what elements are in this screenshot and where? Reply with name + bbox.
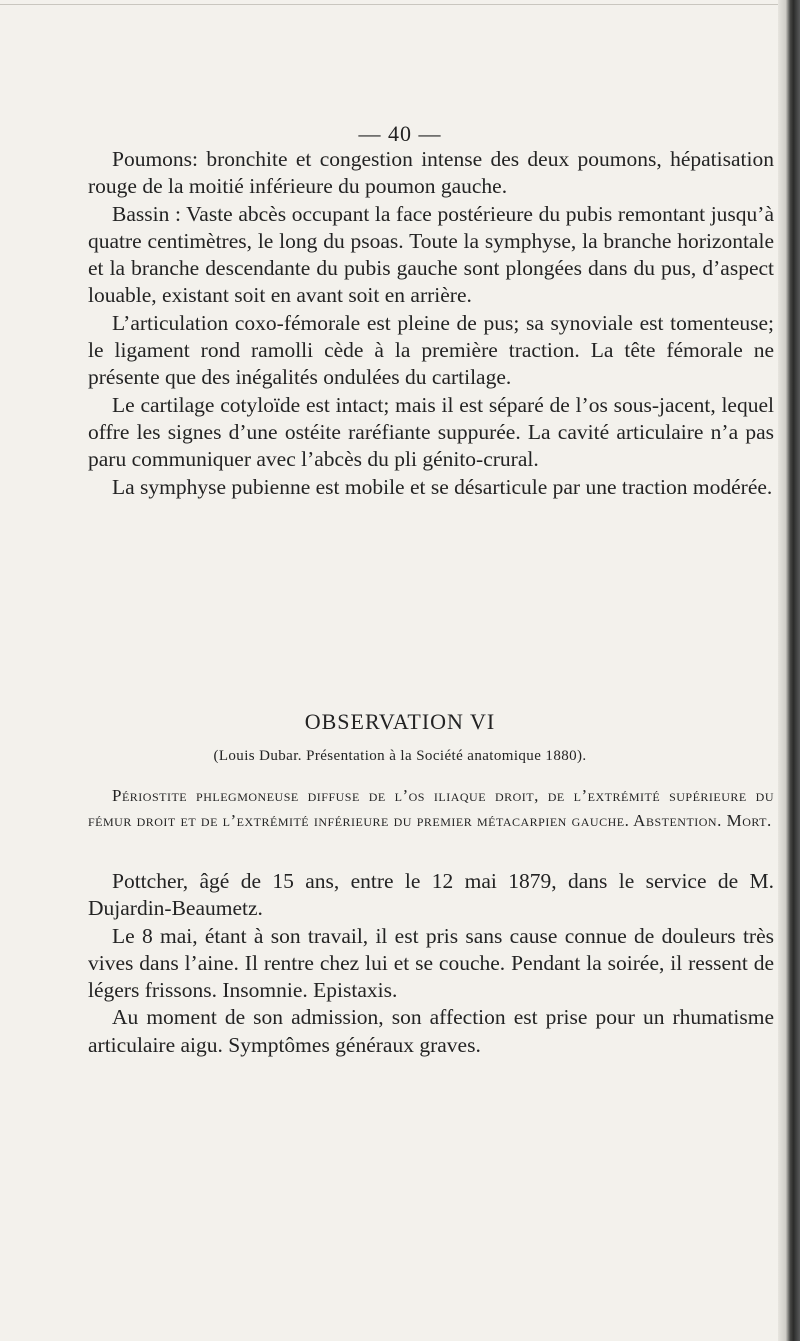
- observation-title: OBSERVATION VI: [304, 709, 496, 734]
- page-binding-edge: [778, 0, 800, 1341]
- paragraph: Poumons: bronchite et congestion intense des deux poumons, hépatisation rouge de la moitié inférieure du poumon gauche.: [88, 147, 774, 199]
- page-number: — 40 —: [358, 121, 442, 146]
- paragraph: La symphyse pubienne est mobile et se désarticule par une traction modérée.: [112, 474, 773, 499]
- observation-summary: Périostite phlegmoneuse diffuse de l’os iliaque droit, de l’extrémité supérieure du fémur droit et de l’extrémité inférieure du premier métacarpien gauche. Abstention. Mort.: [88, 786, 774, 830]
- observation-source: (Louis Dubar. Présentation à la Société anatomique 1880).: [213, 748, 587, 764]
- paragraph: Pottcher, âgé de 15 ans, entre le 12 mai 1879, dans le service de M. Dujardin-Beaumetz.: [88, 869, 774, 921]
- paragraph: Au moment de son admission, son affection est prise pour un rhumatisme articulaire aigu. Symptômes généraux graves.: [88, 1005, 774, 1057]
- section-text-2: [88, 868, 774, 1059]
- paragraph: Le cartilage cotyloïde est intact; mais il est séparé de l’os sous-jacent, lequel offre les signes d’une ostéite raréfiante suppurée. La cavité articulaire n’a pas paru communiquer avec l’abcès du pli génito-crural.: [88, 392, 774, 472]
- paragraph: L’articulation coxo-fémorale est pleine de pus; sa synoviale est tomenteuse; le ligament rond ramolli cède à la première traction. La tête fémorale ne présente que des inégalités ondulées du cartilage.: [88, 310, 774, 390]
- paragraph: Le 8 mai, étant à son travail, il est pris sans cause connue de douleurs très vives dans l’aine. Il rentre chez lui et se couche. Pendant la soirée, il ressent de légers frissons. Insomnie. Epistaxis.: [88, 923, 774, 1003]
- section-text-1: [88, 146, 774, 501]
- paragraph: Bassin : Vaste abcès occupant la face postérieure du pubis remontant jusqu’à quatre centimètres, le long du psoas. Toute la symphyse, la branche horizontale et la branche descendante du pubis gauche sont plongées dans du pus, d’aspect louable, existant soit en avant soit en arrière.: [88, 201, 774, 308]
- page-top-edge: [0, 4, 790, 5]
